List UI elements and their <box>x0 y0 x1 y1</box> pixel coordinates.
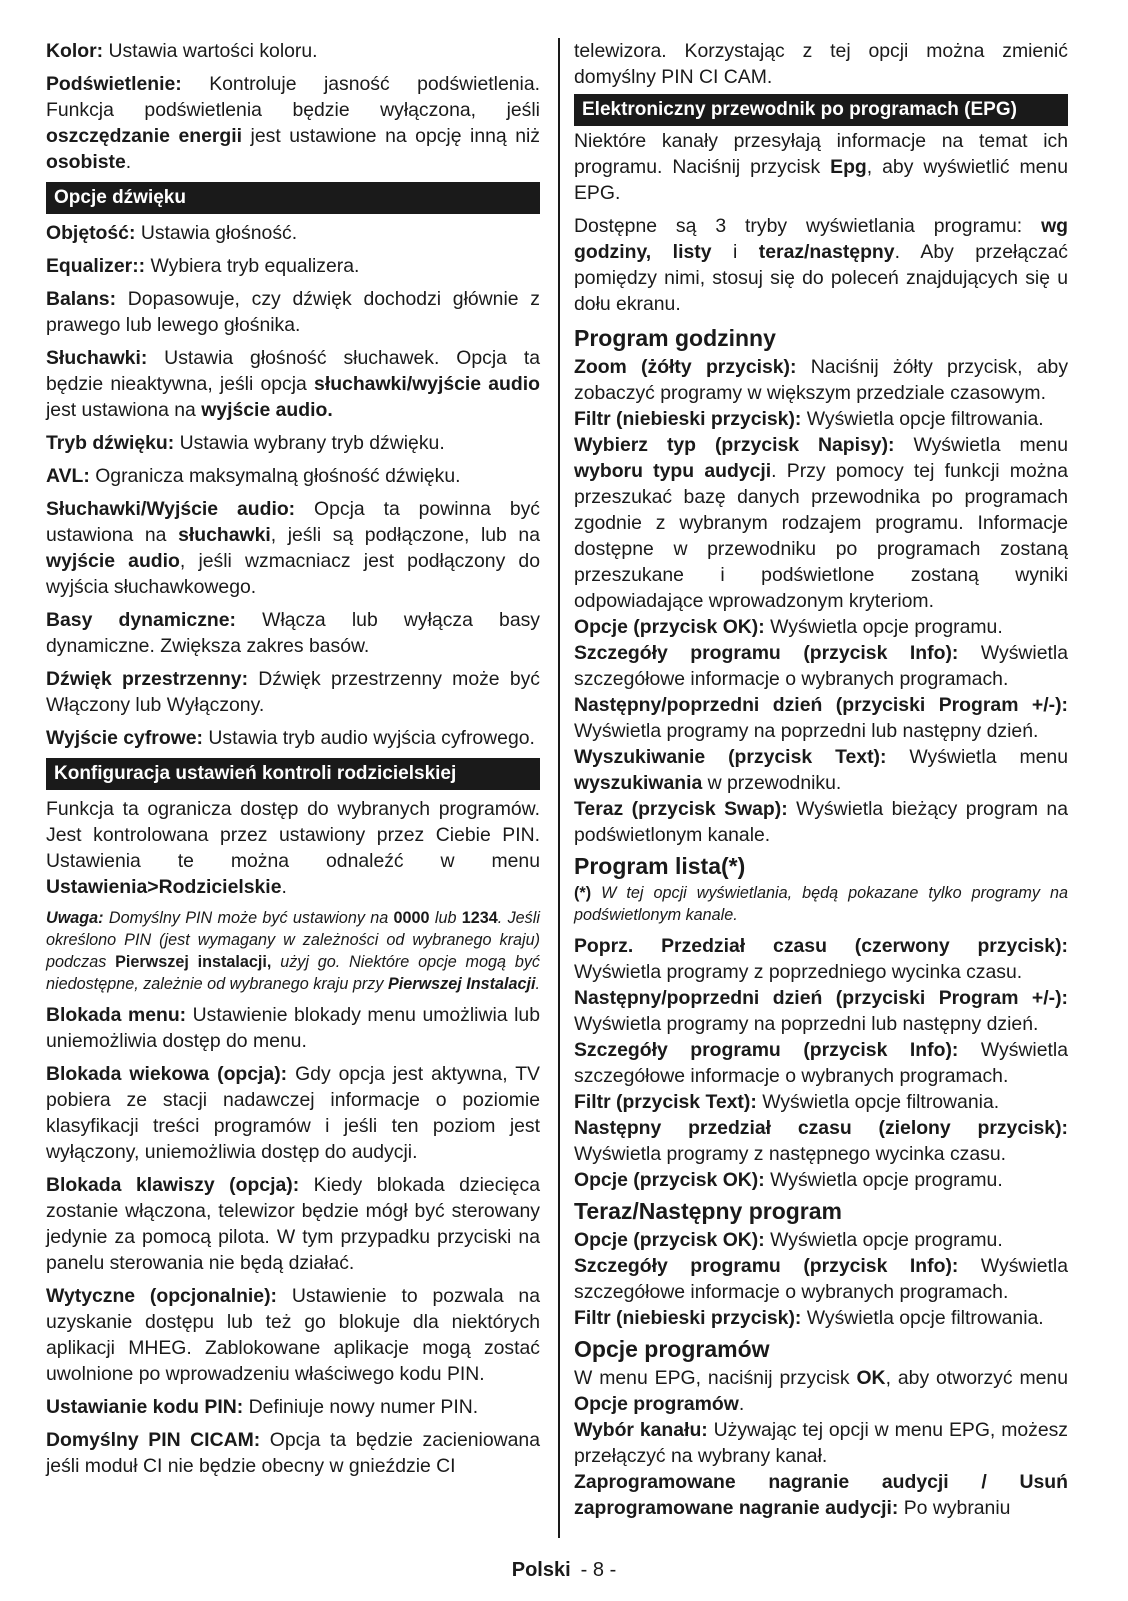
item-szczegoly: Szczegóły programu (przycisk Info): Wyświetla szczegółowe informacje o wybranych programach. <box>574 642 1069 690</box>
item-balans: Balans: Dopasowuje, czy dźwięk dochodzi głównie z prawego lub lewego głośnika. <box>46 288 540 336</box>
lista-note: (*) W tej opcji wyświetlania, będą pokazane tylko programy na podświetlonym kanale. <box>574 884 1068 924</box>
section-header-sound: Opcje dźwięku <box>46 182 540 214</box>
item-opcje-ok-3: Opcje (przycisk OK): Wyświetla opcje programu. <box>574 1229 1003 1251</box>
item-wyjscie-cyfrowe: Wyjście cyfrowe: Ustawia tryb audio wyjścia cyfrowego. <box>46 727 535 749</box>
item-domyslny-pin: Domyślny PIN CICAM: Opcja ta będzie zacieniowana jeśli moduł CI nie będzie obecny w gnieździe CI <box>46 1429 541 1477</box>
heading-program-godzinny: Program godzinny <box>574 325 776 351</box>
page-number: - 8 - <box>580 1559 617 1581</box>
item-tryb-dzwieku: Tryb dźwięku: Ustawia wybrany tryb dźwięku. <box>46 432 445 454</box>
item-wytyczne: Wytyczne (opcjonalnie): Ustawienie to pozwala na uzyskanie dostępu lub też go blokuje dla niektórych aplikacji MHEG. Zablokowane aplikacje mogą zostać uwolnione po wprowadzeniu właściwego kodu PIN. <box>46 1285 540 1385</box>
item-wybierz-typ: Wybierz typ (przycisk Napisy): Wyświetla menu wyboru typu audycji. Przy pomocy tej funkcji można przeszukać bazę danych przewodnika po programach zgodnie z wybranym rodzajem programu. Informacje dostępne w przewodniku po programach zostaną przeszukane i podświetlone zostaną wyniki odpowiadające wprowadzonym kryteriom. <box>574 434 1068 612</box>
item-szczegoly-3: Szczegóły programu (przycisk Info): Wyświetla szczegółowe informacje o wybranych programach. <box>574 1255 1069 1303</box>
continued-text: telewizora. Korzystając z tej opcji można zmienić domyślny PIN CI CAM. <box>574 40 1068 88</box>
parental-intro: Funkcja ta ogranicza dostęp do wybranych programów. Jest kontrolowana przez ustawiony przez Ciebie PIN. Ustawienia te można odnaleźć w menu Ustawienia>Rodzicielskie. <box>46 798 540 898</box>
item-filtr-text: Filtr (przycisk Text): Wyświetla opcje filtrowania. <box>574 1091 1000 1113</box>
column-divider <box>558 38 560 1538</box>
item-basy-dynamiczne: Basy dynamiczne: Włącza lub wyłącza basy dynamiczne. Zwiększa zakres basów. <box>46 609 541 657</box>
item-sluchawki: Słuchawki: Ustawia głośność słuchawek. Opcja ta będzie nieaktywna, jeśli opcja słuchawki/wyjście audio jest ustawiona na wyjście audio. <box>46 347 540 421</box>
item-equalizer: Equalizer:: Wybiera tryb equalizera. <box>46 255 360 277</box>
item-opcje-ok-2: Opcje (przycisk OK): Wyświetla opcje programu. <box>574 1169 1003 1191</box>
section-header-parental: Konfiguracja ustawień kontroli rodzicielskiej <box>46 758 540 790</box>
parental-note: Uwaga: Domyślny PIN może być ustawiony na 0000 lub 1234. Jeśli określono PIN (jest wymagany w zależności od wybranego kraju) podczas Pierwszej instalacji, użyj go. Niektóre opcje mogą być niedostępne, zależnie od wybranego kraju przy Pierwszej Instalacji. <box>46 909 541 993</box>
item-wyszukiwanie: Wyszukiwanie (przycisk Text): Wyświetla menu wyszukiwania w przewodniku. <box>574 746 1068 794</box>
item-filtr-niebieski-2: Filtr (niebieski przycisk): Wyświetla opcje filtrowania. <box>574 1307 1044 1329</box>
item-zaprogramowane: Zaprogramowane nagranie audycji / Usuń zaprogramowane nagranie audycji: Po wybraniu <box>574 1471 1068 1519</box>
item-avl: AVL: Ogranicza maksymalną głośność dźwięku. <box>46 465 461 487</box>
heading-teraz-nastepny: Teraz/Następny program <box>574 1198 842 1224</box>
epg-intro: Niektóre kanały przesyłają informacje na temat ich programu. Naciśnij przycisk Epg, aby wyświetlić menu EPG. <box>574 130 1068 204</box>
page-footer <box>0 1558 1128 1582</box>
item-ustawianie-pin: Ustawianie kodu PIN: Definiuje nowy numer PIN. <box>46 1396 479 1418</box>
item-sluchawki-wyjscie: Słuchawki/Wyjście audio: Opcja ta powinna być ustawiona na słuchawki, jeśli są podłączone, lub na wyjście audio, jeśli wzmacniacz jest podłączony do wyjścia słuchawkowego. <box>46 498 541 598</box>
item-objetosc: Objętość: Ustawia głośność. <box>46 222 298 244</box>
item-zoom: Zoom (żółty przycisk): Naciśnij żółty przycisk, aby zobaczyć programy w większym przedziale czasowym. <box>574 356 1069 404</box>
item-wybor-kanalu: Wybór kanału: Używając tej opcji w menu EPG, możesz przełączyć na wybrany kanał. <box>574 1419 1068 1467</box>
item-nastepny-dzien: Następny/poprzedni dzień (przyciski Program +/-): Wyświetla programy na poprzedni lub następny dzień. <box>574 694 1068 742</box>
section-header-epg: Elektroniczny przewodnik po programach (EPG) <box>574 94 1068 126</box>
left-column <box>46 38 540 1479</box>
item-dzwiek-przestrzenny: Dźwięk przestrzenny: Dźwięk przestrzenny może być Włączony lub Wyłączony. <box>46 668 540 716</box>
item-opcje-ok: Opcje (przycisk OK): Wyświetla opcje programu. <box>574 616 1003 638</box>
footer-language: Polski <box>511 1559 571 1581</box>
item-blokada-wiekowa: Blokada wiekowa (opcja): Gdy opcja jest aktywna, TV pobiera ze stacji nadawczej informacje o poziomie klasyfikacji treści programów i jeśli ten poziom jest wyłączony, uniemożliwia dostęp do audycji. <box>46 1063 540 1163</box>
opcje-intro: W menu EPG, naciśnij przycisk OK, aby otworzyć menu Opcje programów. <box>574 1367 1068 1415</box>
item-nastepny-przedzial: Następny przedział czasu (zielony przycisk): Wyświetla programy z następnego wycinka czasu. <box>574 1117 1068 1165</box>
item-filtr-niebieski: Filtr (niebieski przycisk): Wyświetla opcje filtrowania. <box>574 408 1044 430</box>
item-blokada-menu: Blokada menu: Ustawienie blokady menu umożliwia lub uniemożliwia dostęp do menu. <box>46 1004 540 1052</box>
right-column <box>574 38 1068 1521</box>
item-nastepny-dzien-2: Następny/poprzedni dzień (przyciski Program +/-): Wyświetla programy na poprzedni lub następny dzień. <box>574 987 1068 1035</box>
item-teraz-swap: Teraz (przycisk Swap): Wyświetla bieżący program na podświetlonym kanale. <box>574 798 1068 846</box>
epg-modes: Dostępne są 3 tryby wyświetlania programu: wg godziny, listy i teraz/następny. Aby przełączać pomiędzy nimi, stosuj się do poleceń znajdujących się u dołu ekranu. <box>574 215 1068 315</box>
item-podswietlenie: Podświetlenie: Kontroluje jasność podświetlenia. Funkcja podświetlenia będzie wyłączona, jeśli oszczędzanie energii jest ustawione na opcję inną niż osobiste. <box>46 73 540 173</box>
item-kolor: Kolor: Ustawia wartości koloru. <box>46 40 318 62</box>
item-blokada-klawiszy: Blokada klawiszy (opcja): Kiedy blokada dziecięca zostanie włączona, telewizor będzie mógł być sterowany jedynie za pomocą pilota. W tym przypadku przyciski na panelu sterowania nie będą działać. <box>46 1174 540 1274</box>
item-poprz-przedzial: Poprz. Przedział czasu (czerwony przycisk): Wyświetla programy z poprzedniego wycinka czasu. <box>574 935 1068 983</box>
item-szczegoly-2: Szczegóły programu (przycisk Info): Wyświetla szczegółowe informacje o wybranych programach. <box>574 1039 1069 1087</box>
heading-program-lista: Program lista(*) <box>574 853 746 879</box>
heading-opcje-programow: Opcje programów <box>574 1336 770 1362</box>
